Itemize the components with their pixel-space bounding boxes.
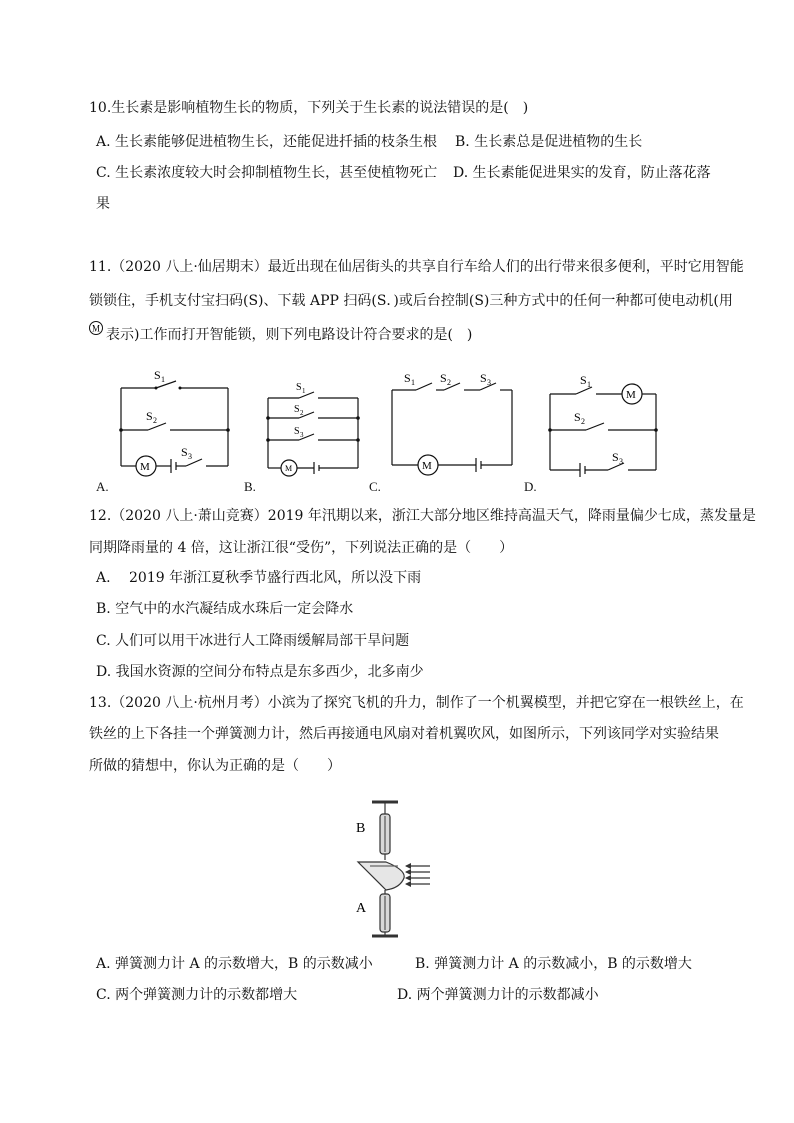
q12-option-c: C. 人们可以用干冰进行人工降雨缓解局部干旱问题: [96, 633, 410, 649]
svg-text:S: S: [154, 368, 161, 382]
svg-text:3: 3: [487, 378, 491, 387]
q10-option-d-cont: 果: [96, 196, 110, 212]
q10-option-a: A. 生长素能够促进植物生长，还能促进扦插的枝条生根: [96, 134, 438, 150]
svg-text:1: 1: [587, 380, 591, 389]
svg-text:3: 3: [188, 452, 192, 461]
svg-text:S: S: [612, 450, 619, 464]
svg-text:2: 2: [153, 416, 157, 425]
circuit-a-label: A.: [96, 479, 109, 494]
svg-text:1: 1: [302, 387, 306, 395]
q12-stem-line1: 12.（2020 八上·萧山竞赛）2019 年汛期以来，浙江大部分地区维持高温天气，降雨量偏少七成，蒸发量是: [89, 508, 756, 524]
svg-text:S: S: [294, 426, 300, 437]
svg-text:2: 2: [581, 417, 585, 426]
svg-text:2: 2: [300, 409, 304, 417]
circuit-diagram-a: [118, 368, 234, 480]
q10-option-c: C. 生长素浓度较大时会抑制植物生长，甚至使植物死亡: [96, 165, 438, 181]
q10-option-d: D. 生长素能促进果实的发育，防止落花落: [453, 165, 711, 181]
svg-text:1: 1: [161, 375, 165, 384]
svg-text:M: M: [422, 460, 432, 472]
svg-text:M: M: [140, 461, 150, 473]
wing-experiment-figure: [350, 796, 434, 942]
svg-text:S: S: [404, 371, 411, 385]
q13-stem-line3: 所做的猜想中，你认为正确的是（ ）: [89, 758, 341, 774]
svg-text:B: B: [356, 821, 366, 836]
svg-text:S: S: [480, 371, 487, 385]
circuit-diagram-d: [546, 368, 662, 480]
svg-text:S: S: [296, 382, 302, 393]
q12-option-a: A. 2019 年浙江夏秋季节盛行西北风，所以没下雨: [96, 570, 422, 586]
svg-text:A: A: [356, 901, 367, 916]
svg-text:S: S: [181, 445, 188, 459]
q10-option-b: B. 生长素总是促进植物的生长: [455, 134, 643, 150]
q12-option-d: D. 我国水资源的空间分布特点是东多西少，北多南少: [96, 664, 424, 680]
q13-stem-line2: 铁丝的上下各挂一个弹簧测力计，然后再接通电风扇对着机翼吹风，如图所示，下列该同学对实验结果: [89, 726, 719, 742]
svg-text:1: 1: [411, 378, 415, 387]
svg-text:M: M: [285, 464, 293, 473]
circuit-diagram-c: [388, 368, 518, 480]
q12-option-b: B. 空气中的水汽凝结成水珠后一定会降水: [96, 601, 354, 617]
circuit-diagram-b: [264, 378, 364, 482]
svg-text:3: 3: [300, 431, 304, 439]
circuit-c-label: C.: [369, 479, 381, 494]
circuit-b-label: B.: [244, 479, 256, 494]
q13-option-b: B. 弹簧测力计 A 的示数减小，B 的示数增大: [415, 956, 692, 972]
q11-stem-line3: 表示)工作而打开智能锁，则下列电路设计符合要求的是( ): [106, 327, 473, 343]
svg-text:S: S: [580, 373, 587, 387]
svg-text:M: M: [91, 323, 101, 334]
q10-stem: 10.生长素是影响植物生长的物质，下列关于生长素的说法错误的是( ): [89, 100, 529, 116]
svg-text:3: 3: [619, 457, 623, 466]
svg-text:2: 2: [447, 378, 451, 387]
svg-text:S: S: [146, 409, 153, 423]
q13-option-a: A. 弹簧测力计 A 的示数增大，B 的示数减小: [96, 956, 373, 972]
circuit-d-label: D.: [524, 479, 537, 494]
q11-stem-line2: 锁锁住，手机支付宝扫码(S)、下载 APP 扫码(S．)或后台控制(S)三种方式中的任何一种都可使电动机(用: [89, 293, 733, 309]
svg-text:M: M: [626, 389, 636, 401]
q12-stem-line2: 同期降雨量的 4 倍，这让浙江很“受伤”，下列说法正确的是（ ）: [89, 540, 514, 556]
svg-text:S: S: [440, 371, 447, 385]
svg-text:S: S: [294, 404, 300, 415]
motor-symbol-icon: [88, 320, 104, 336]
q11-stem-line1: 11.（2020 八上·仙居期末）最近出现在仙居街头的共享自行车给人们的出行带来很多便利，平时它用智能: [89, 259, 744, 275]
q13-option-c: C. 两个弹簧测力计的示数都增大: [96, 987, 298, 1003]
q13-option-d: D. 两个弹簧测力计的示数都减小: [397, 987, 599, 1003]
q13-stem-line1: 13.（2020 八上·杭州月考）小滨为了探究飞机的升力，制作了一个机翼模型，并把它穿在一根铁丝上，在: [89, 695, 744, 711]
svg-text:S: S: [574, 410, 581, 424]
